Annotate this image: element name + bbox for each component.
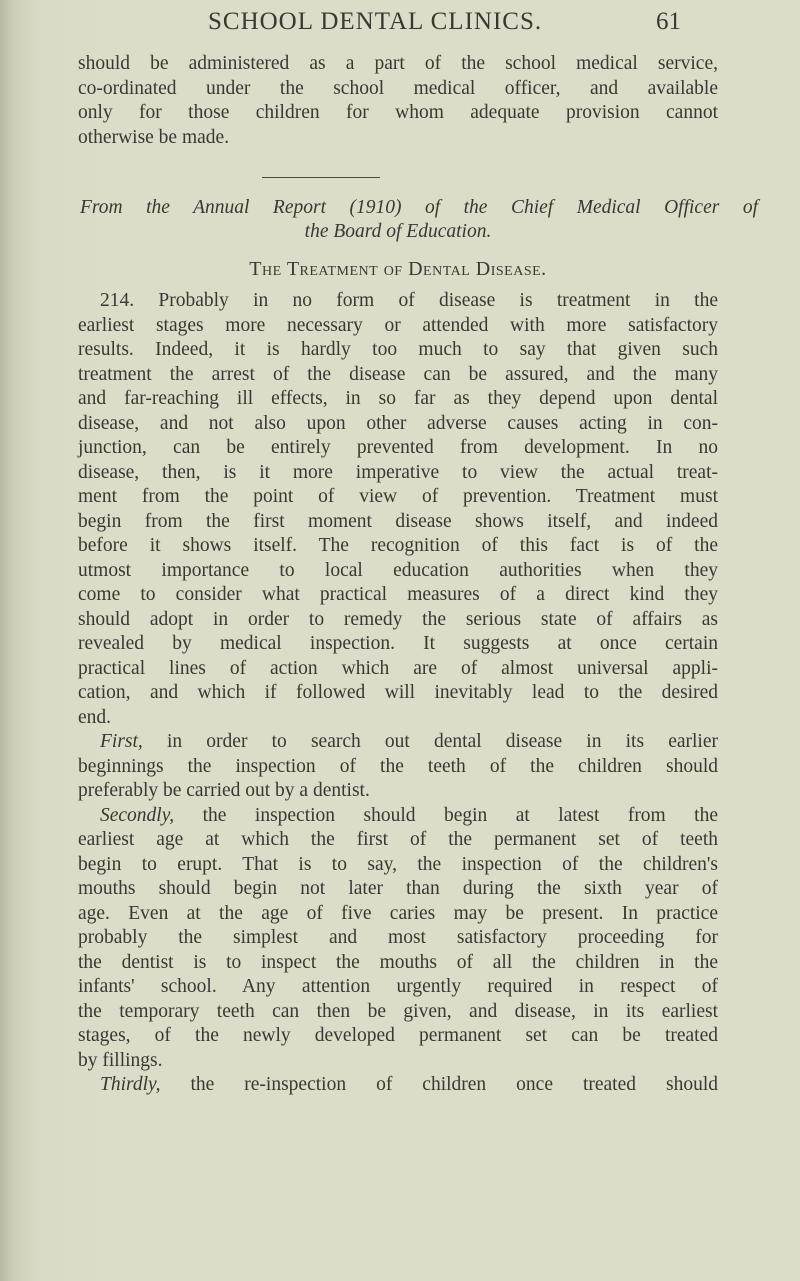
text-line <box>78 681 718 705</box>
text-line <box>78 926 718 950</box>
line-text: beginnings the inspection of the teeth of the children should <box>78 755 718 777</box>
text-line <box>78 632 718 656</box>
text-line <box>78 461 718 485</box>
running-title: SCHOOL DENTAL CLINICS. <box>208 8 543 35</box>
text-line <box>78 534 718 558</box>
paragraph-lead-word: Secondly, <box>100 804 175 826</box>
section-divider <box>262 177 380 178</box>
text-line <box>78 853 718 877</box>
text-line <box>100 289 718 313</box>
line-text: junction, can be entirely prevented from development. In no <box>78 437 718 458</box>
line-text: the re-inspection of children once treated should <box>160 1074 718 1095</box>
paragraph-lead-word: Thirdly, <box>100 1074 161 1095</box>
line-text: co-ordinated under the school medical officer, and available <box>78 78 718 99</box>
source-citation-line <box>80 196 758 220</box>
text-line <box>78 338 718 362</box>
line-text: disease, then, is it more imperative to view the actual treat- <box>78 461 718 483</box>
line-text: age. Even at the age of five caries may be present. In practice <box>78 902 718 924</box>
line-text: should be administered as a part of the school medical service, <box>78 53 718 74</box>
line-text: mouths should begin not later than during the sixth year of <box>78 878 718 899</box>
text-line <box>78 828 718 852</box>
line-text: the dentist is to inspect the mouths of all the children in the <box>78 951 718 973</box>
text-line <box>78 608 718 632</box>
line-text: earliest age at which the first of the permanent set of teeth <box>78 829 718 850</box>
text-line <box>78 779 718 803</box>
text-line <box>78 657 718 681</box>
line-text: begin to erupt. That is to say, the inspection of the children's <box>78 853 718 875</box>
line-text: begin from the first moment disease shows itself, and indeed <box>78 510 718 532</box>
text-line <box>78 126 718 150</box>
text-line <box>100 1073 718 1097</box>
line-text: in order to search out dental disease in its earlier <box>142 731 718 752</box>
text-line <box>100 730 718 754</box>
line-text: revealed by medical inspection. It suggests at once certain <box>78 633 718 654</box>
text-line <box>78 412 718 436</box>
text-line <box>78 559 718 583</box>
line-text: the inspection should begin at latest from the <box>174 804 718 826</box>
line-text: ment from the point of view of prevention. Treatment must <box>78 486 718 507</box>
line-text: otherwise be made. <box>78 127 230 148</box>
line-text: preferably be carried out by a dentist. <box>78 780 370 801</box>
text-line <box>100 804 718 828</box>
line-text: the temporary teeth can then be given, and disease, in its earliest <box>78 1000 718 1022</box>
line-text: practical lines of action which are of almost universal appli- <box>78 657 718 679</box>
text-line <box>78 314 718 338</box>
line-text: only for those children for whom adequate provision cannot <box>78 102 718 123</box>
text-line <box>78 1049 718 1073</box>
line-text: the Board of Education. <box>304 221 492 242</box>
line-text: treatment the arrest of the disease can be assured, and the many <box>78 363 718 385</box>
paragraph-lead-word: First, <box>100 731 143 752</box>
line-text: come to consider what practical measures of a direct kind they <box>78 584 718 605</box>
line-text: probably the simplest and most satisfactory proceeding for <box>78 927 718 948</box>
line-text: earliest stages more necessary or attended with more satisfactory <box>78 314 718 336</box>
line-text: results. Indeed, it is hardly too much to say that given such <box>78 339 718 360</box>
text-line <box>78 975 718 999</box>
text-line <box>78 583 718 607</box>
text-line <box>78 510 718 534</box>
section-heading <box>78 257 718 281</box>
line-text: 214. Probably in no form of disease is treatment in the <box>100 290 718 311</box>
text-line <box>78 101 718 125</box>
text-line <box>78 387 718 411</box>
text-line <box>78 1000 718 1024</box>
line-text: should adopt in order to remedy the serious state of affairs as <box>78 608 718 630</box>
text-line <box>78 877 718 901</box>
line-text: cation, and which if followed will inevitably lead to the desired <box>78 682 718 703</box>
text-line <box>78 485 718 509</box>
text-line <box>78 77 718 101</box>
text-line <box>78 1024 718 1048</box>
line-text: stages, of the newly developed permanent set can be treated <box>78 1025 718 1046</box>
text-line <box>78 951 718 975</box>
line-text: end. <box>78 706 112 728</box>
text-line <box>78 902 718 926</box>
text-line <box>78 706 718 730</box>
text-line <box>78 755 718 779</box>
line-text: infants' school. Any attention urgently required in respect of <box>78 976 718 997</box>
running-header <box>0 8 800 44</box>
line-text: From the Annual Report (1910) of the Chief Medical Officer of <box>80 197 758 218</box>
line-text: by fillings. <box>78 1049 163 1071</box>
line-text: and far-reaching ill effects, in so far as they depend upon dental <box>78 388 718 409</box>
text-line <box>78 52 718 76</box>
source-citation-line <box>78 220 718 244</box>
line-text: before it shows itself. The recognition of this fact is of the <box>78 535 718 556</box>
page-number: 61 <box>656 8 681 35</box>
line-text: The Treatment of Dental Disease. <box>249 258 547 280</box>
line-text: disease, and not also upon other adverse causes acting in con- <box>78 412 718 434</box>
line-text: utmost importance to local education authorities when they <box>78 559 718 581</box>
text-line <box>78 436 718 460</box>
text-line <box>78 363 718 387</box>
